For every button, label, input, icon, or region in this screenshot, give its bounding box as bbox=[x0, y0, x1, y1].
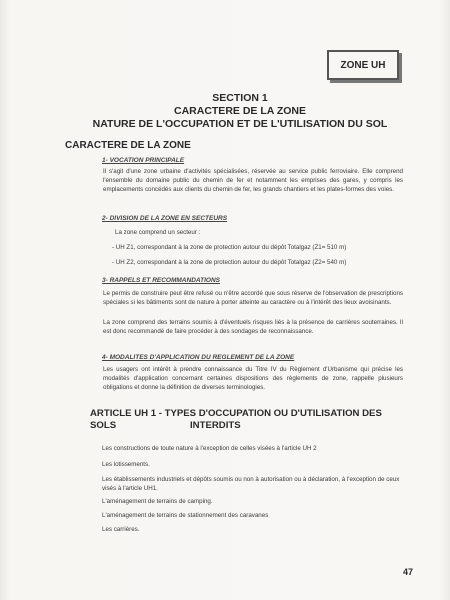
paragraph: Les usagers ont intérêt à prendre connaissance du Titre IV du Règlement d'Urbanisme qui précise les modalités d'application concernant certaines dispositions des règlements de zone, rappelle plusieurs obligations et donne la définition de diverses terminologies. bbox=[103, 366, 403, 391]
paragraph: Il s'agit d'une zone urbaine d'activités spécialisées, réservée au service public ferroviaire. Elle comprend l'ensemble du domaine public du chemin de fer et notamment les emprises des gares, y compris les emplacements concédés aux clients du chemin de fer, les grands chantiers et les plates-formes des voies. bbox=[103, 168, 403, 193]
paragraph: La zone comprend un secteur : bbox=[115, 229, 201, 236]
list-item: - UH Z2, correspondant à la zone de protection autour du dépôt Totalgaz (Z2= 540 m) bbox=[112, 259, 347, 266]
paragraph: Le permis de construire peut être refusé ou n'être accordé que sous réserve de l'observation de prescriptions spéciales si les bâtiments sont de nature à porter atteinte au caractère ou à l'intérêt des lieux avoisinants. bbox=[103, 290, 403, 306]
subsection-title: 1- VOCATION PRINCIPALE bbox=[102, 157, 185, 164]
article-item: L'aménagement de terrains de stationnement des caravanes bbox=[102, 512, 269, 519]
page-number: 47 bbox=[403, 567, 414, 577]
section-heading: SECTION 1 bbox=[212, 92, 268, 104]
article-item: Les lotissements. bbox=[102, 461, 150, 468]
article-item: Les établissements industriels et dépôts soumis ou non à autorisation ou à déclaration, à l'exception de ceux visés à l'article UH1. bbox=[102, 476, 400, 492]
subsection-title: 2- DIVISION DE LA ZONE EN SECTEURS bbox=[102, 215, 228, 222]
zone-label-box: ZONE UH bbox=[327, 50, 399, 80]
subsection-title: 4- MODALITES D'APPLICATION DU REGLEMENT DE LA ZONE bbox=[102, 354, 295, 361]
section-subheading: CARACTERE DE LA ZONE bbox=[173, 105, 307, 117]
article-item: L'aménagement de terrains de camping. bbox=[102, 498, 213, 505]
caractere-title: CARACTERE DE LA ZONE bbox=[65, 140, 191, 151]
article-item: Les carrières. bbox=[102, 526, 140, 533]
article-title: ARTICLE UH 1 - TYPES D'OCCUPATION OU D'UTILISATION DES SOLS bbox=[90, 408, 382, 431]
subsection-title: 3- RAPPELS ET RECOMMANDATIONS bbox=[102, 277, 220, 284]
list-item: - UH Z1, correspondant à la zone de protection autour du dépôt Totalgaz (Z1= 510 m) bbox=[112, 244, 347, 251]
paragraph: La zone comprend des terrains soumis à d'éventuels risques liés à la présence de carrières souterraines. Il est donc recommandé de faire procéder à des sondages de reconnaissance. bbox=[103, 319, 403, 335]
section-title: NATURE DE L'OCCUPATION ET DE L'UTILISATION DU SOL bbox=[92, 118, 388, 130]
article-item: Les constructions de toute nature à l'exception de celles visées à l'article UH 2 bbox=[102, 445, 317, 452]
article-title-continued: INTERDITS bbox=[190, 420, 241, 431]
